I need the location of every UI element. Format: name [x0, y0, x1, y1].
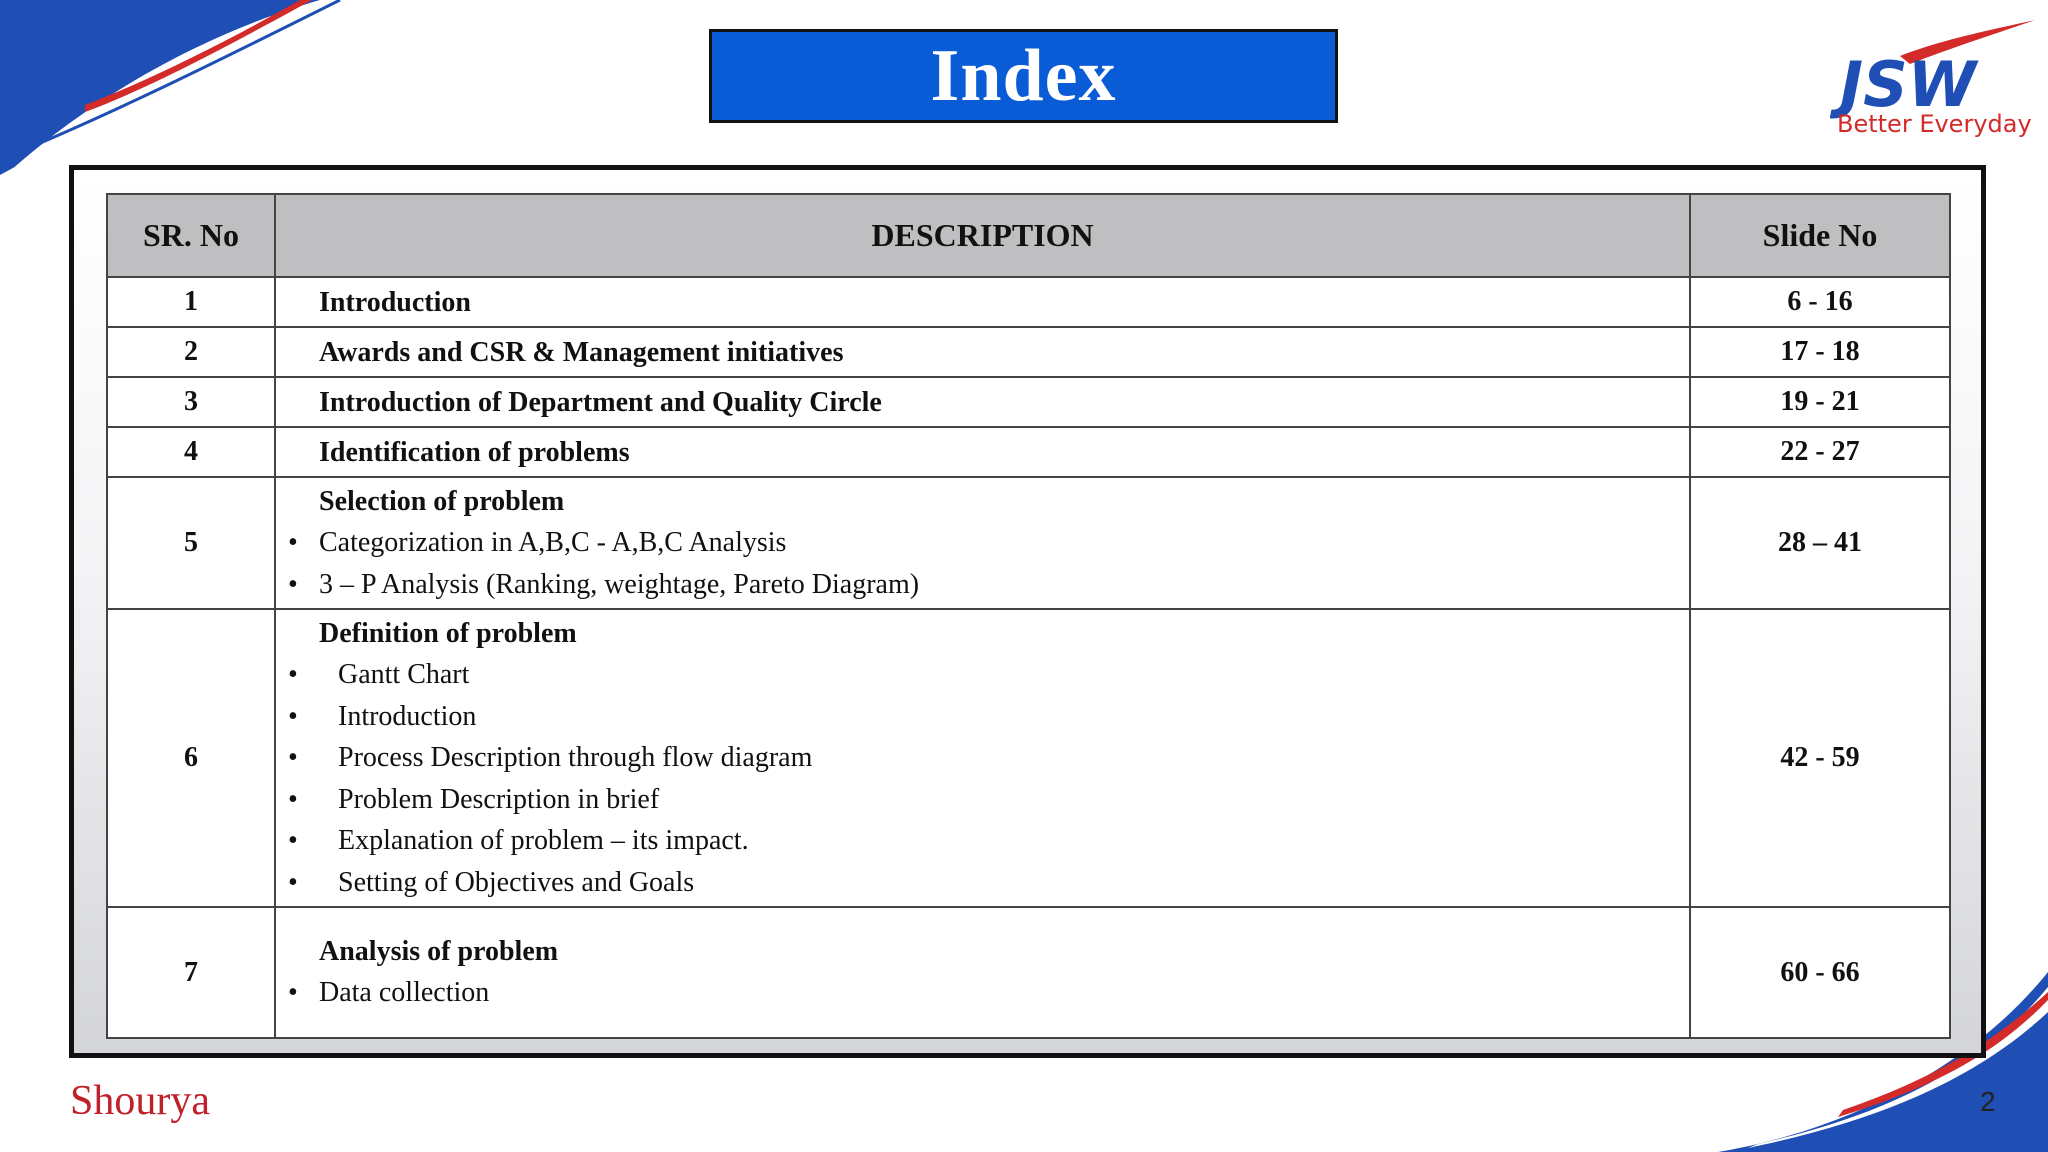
row-title: Introduction [319, 286, 471, 318]
row-title: Selection of problem [319, 486, 565, 517]
logo-wordmark: JSW [1840, 48, 1977, 121]
row-title: Definition of problem [319, 618, 577, 649]
table-row [107, 477, 1950, 609]
row-description [275, 427, 1690, 477]
table-row [107, 377, 1950, 427]
bullet-item: • Process Description through flow diagram [319, 737, 1688, 779]
row-slide-range: 42 - 59 [1690, 609, 1950, 907]
row-title: Awards and CSR & Management initiatives [319, 336, 844, 368]
slide-title: Index [930, 34, 1117, 117]
row-sr-no: 5 [107, 477, 275, 609]
page-number: 2 [1980, 1086, 1996, 1117]
bullet-item: • Categorization in A,B,C - A,B,C Analysis [319, 522, 1688, 564]
bullet-item: • Introduction [319, 696, 1688, 738]
table-row [107, 327, 1950, 377]
slide-title-box [709, 29, 1338, 123]
row-sr-no: 1 [107, 277, 275, 327]
footer-brand: Shourya [70, 1078, 210, 1124]
table-header-row [107, 194, 1950, 277]
row-slide-range: 28 – 41 [1690, 477, 1950, 609]
row-slide-range: 17 - 18 [1690, 327, 1950, 377]
row-slide-range: 6 - 16 [1690, 277, 1950, 327]
row-sr-no: 4 [107, 427, 275, 477]
index-table [106, 193, 1951, 1039]
row-description [275, 477, 1690, 609]
row-sr-no: 2 [107, 327, 275, 377]
row-description [275, 277, 1690, 327]
bullet-item: • Setting of Objectives and Goals [319, 862, 1688, 904]
table-row [107, 609, 1950, 907]
bullet-item: • 3 – P Analysis (Ranking, weightage, Pareto Diagram) [319, 564, 1688, 606]
row-slide-range: 22 - 27 [1690, 427, 1950, 477]
header-sr-no: SR. No [107, 194, 275, 277]
row-sr-no: 3 [107, 377, 275, 427]
row-title: Identification of problems [319, 436, 630, 468]
bullet-item: • Problem Description in brief [319, 779, 1688, 821]
header-slide-no: Slide No [1690, 194, 1950, 277]
header-description: DESCRIPTION [275, 194, 1690, 277]
table-row [107, 907, 1950, 1038]
row-description [275, 327, 1690, 377]
logo-tagline: Better Everyday [1837, 110, 2032, 138]
row-description [275, 609, 1690, 907]
row-slide-range: 60 - 66 [1690, 907, 1950, 1038]
index-table-frame [69, 165, 1986, 1058]
row-slide-range: 19 - 21 [1690, 377, 1950, 427]
row-sr-no: 7 [107, 907, 275, 1038]
row-description [275, 377, 1690, 427]
row-title: Analysis of problem [319, 936, 559, 968]
bullet-item: • Explanation of problem – its impact. [319, 820, 1688, 862]
row-description [275, 907, 1690, 1038]
row-sr-no: 6 [107, 609, 275, 907]
bullet-item: • Data collection [319, 972, 1688, 1014]
bullet-item: • Gantt Chart [319, 654, 1688, 696]
table-row [107, 427, 1950, 477]
table-row [107, 277, 1950, 327]
row-title: Introduction of Department and Quality Circle [319, 386, 882, 418]
